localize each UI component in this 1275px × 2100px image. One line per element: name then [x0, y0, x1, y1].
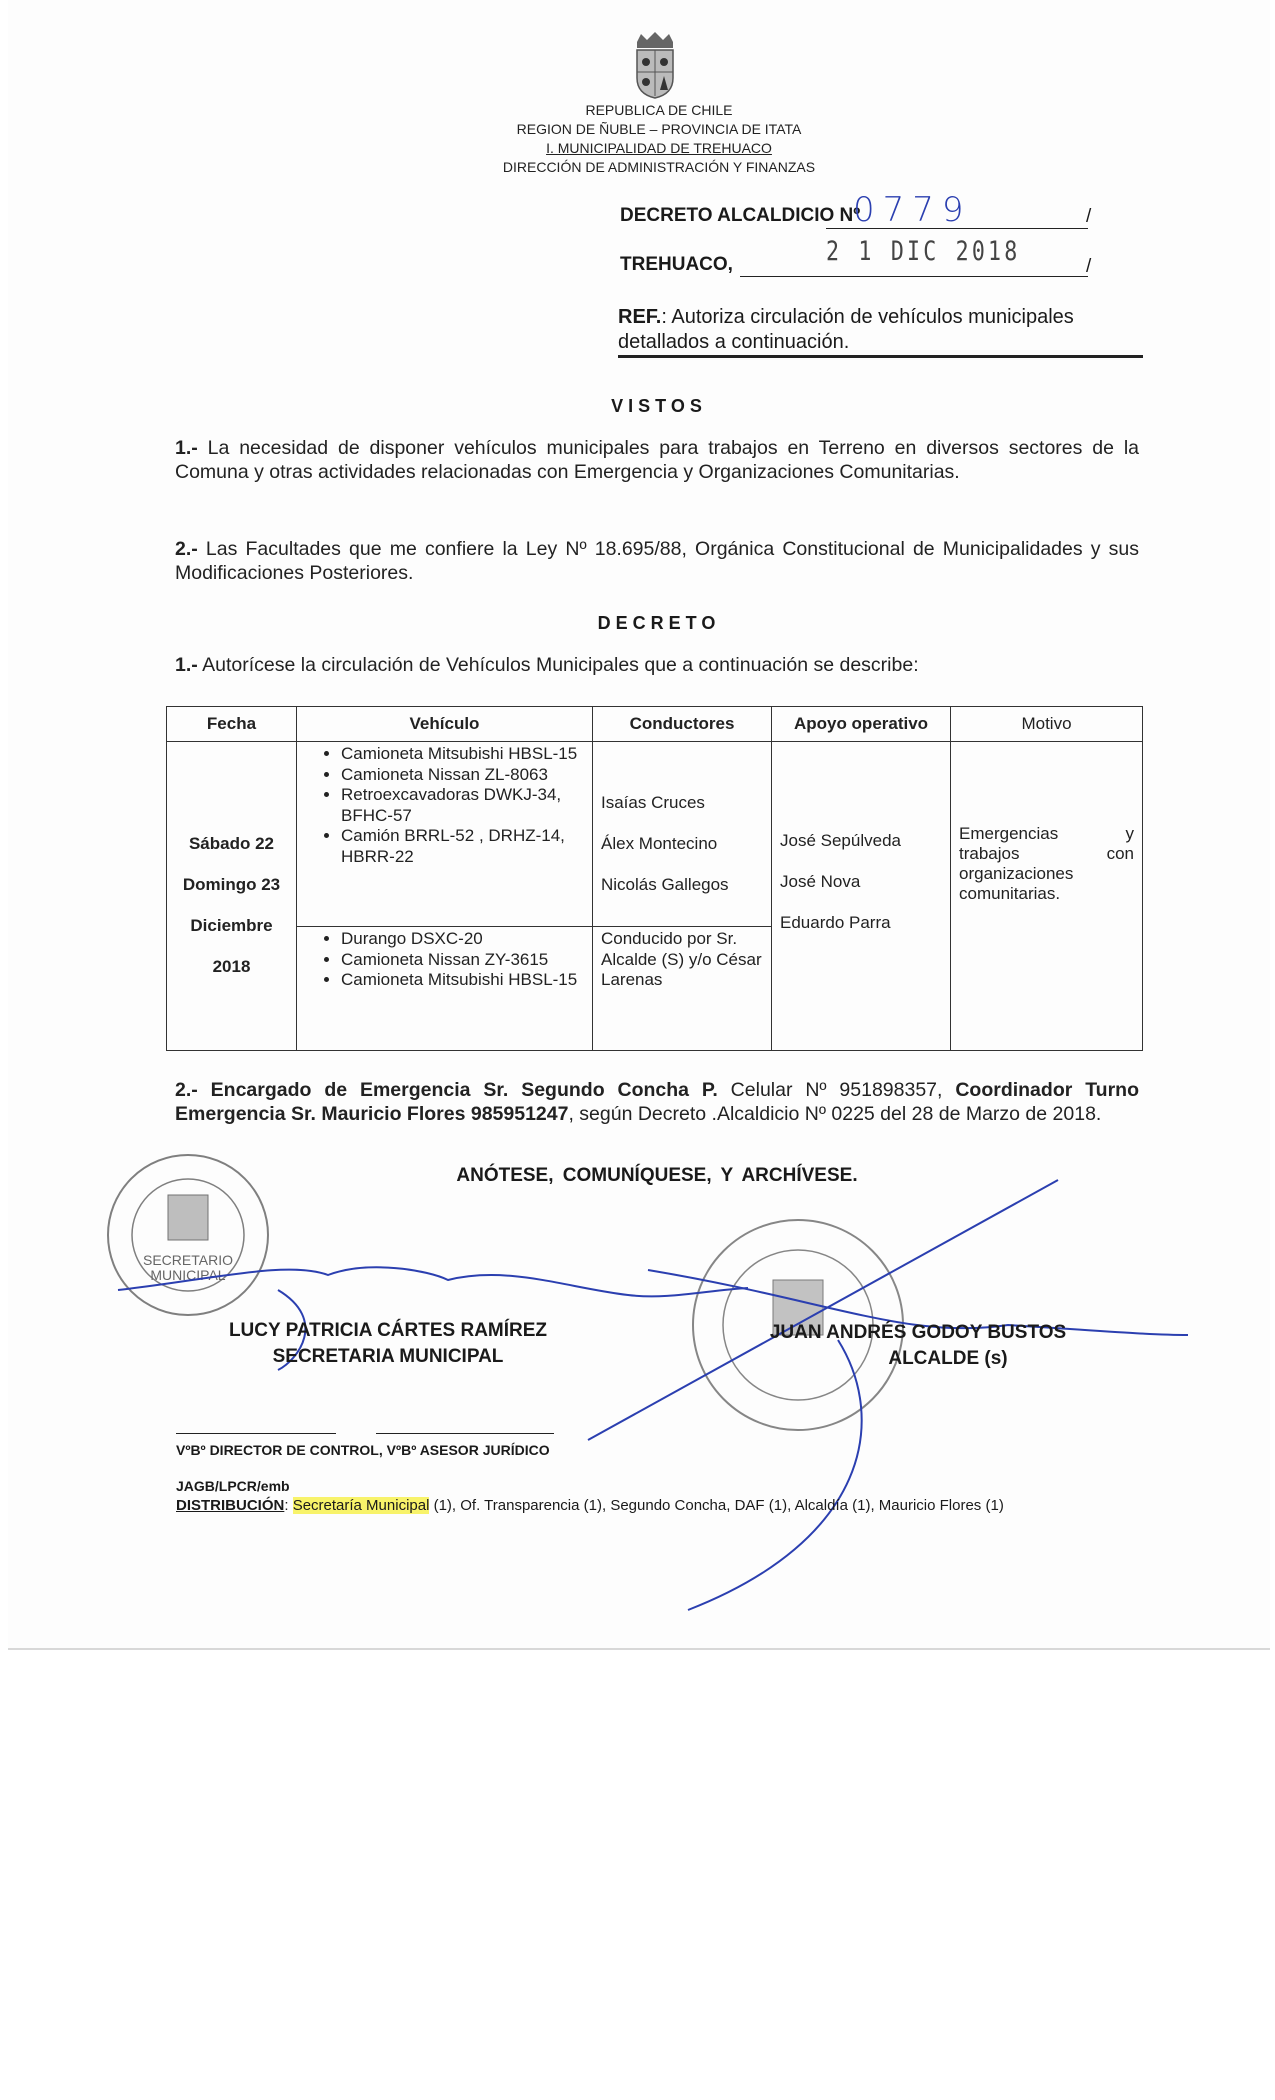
- decree-number-label: DECRETO ALCALDICIO Nº: [620, 205, 861, 226]
- decreto-title: DECRETO: [597, 613, 721, 633]
- col-header: Conductores: [593, 707, 772, 742]
- distribution: DISTRIBUCIÓN: Secretaría Municipal (1), Of. Transparencia (1), Segundo Concha, DAF (1), Alcaldía (1), Mauricio Flores (1): [176, 1497, 1004, 1514]
- decree-number-handwritten: 0779: [853, 190, 972, 230]
- decreto-item-1: 1.- Autorícese la circulación de Vehículos Municipales que a continuación se describe:: [175, 654, 919, 676]
- apoyo-cell: José Sepúlveda José Nova Eduardo Parra: [772, 742, 951, 1051]
- municipal-crest-logo: [631, 32, 679, 100]
- closing-formula: ANÓTESE, COMUNÍQUESE, Y ARCHÍVESE.: [456, 1165, 858, 1186]
- drivers-group-2: Conducido por Sr. Alcalde (S) y/o César Larenas: [593, 927, 772, 1051]
- drivers-group-1: Isaías Cruces Álex Montecino Nicolás Gallegos: [593, 742, 772, 927]
- secretary-stamp-icon: [108, 1155, 268, 1315]
- secretary-name: LUCY PATRICIA CÁRTES RAMÍREZ: [228, 1320, 548, 1341]
- col-header: Vehículo: [297, 707, 593, 742]
- date-stamp: 2 1 DIC 2018: [826, 236, 1021, 267]
- vehicles-table: [166, 706, 1143, 1051]
- motivo-cell: Emergencias y trabajos con organizaciones comunitarias.: [951, 742, 1143, 1051]
- svg-text:SECRETARIO: SECRETARIO: [143, 1252, 233, 1268]
- mayor-signature-block: [728, 1320, 1108, 1372]
- place-label: TREHUACO,: [620, 254, 733, 275]
- header-line: DIRECCIÓN DE ADMINISTRACIÓN Y FINANZAS: [502, 159, 816, 175]
- mayor-title: ALCALDE (s): [888, 1348, 1008, 1369]
- decreto-item-2: 2.- Encargado de Emergencia Sr. Segundo Concha P. Celular Nº 951898357, Coordinador Turno Emergencia Sr. Mauricio Flores 985951247, según Decreto .Alcaldicio Nº 0225 del 28 de Marzo de 2018.: [175, 1079, 1139, 1125]
- vistos-title: VISTOS: [611, 396, 707, 416]
- vehicles-group-2: • Durango DSXC-20 • Camioneta Nissan ZY-3615 • Camioneta Mitsubishi HBSL-15: [297, 927, 593, 1051]
- document-page: REPUBLICA DE CHILE REGION DE ÑUBLE – PROVINCIA DE ITATA I. MUNICIPALIDAD DE TREHUACO DIRECCIÓN DE ADMINISTRACIÓN Y FINANZAS DECRETO ALCALDICIO Nº / 0779 TREHUACO, / 2 1 DIC 2018 REF.: Autoriza circulación de vehículos municipales detallados a continuación. VISTOS 1.- La necesidad de disponer vehículos municipales para trabajos en Terreno en diversos sectores de la Comuna y otras actividades relacionadas con Emergencia y Organizaciones Comunitarias. 2.- Las Facultades que me confiere la Ley Nº 18.695/88, Orgánica Constitucional de Municipalidades y sus Modificaciones Posteriores. DECRETO 1.- Autorícese la circulación de Vehículos Municipales que a continuación se describe: Fecha Vehículo Conductores Apoyo operativo Motivo Sábado 22 Domingo 23 Diciembre 2018 • Camioneta Mitsubishi HBSL-15 • Camioneta Nissan ZL-8063 • Retroexcavadoras DWKJ-34, BFHC-57 • Camión BRRL-52 , DRHZ-14, HBRR-22 Isaías Cruces Álex Montecino Nicolás Gallegos José Sepúlveda José Nova Eduardo Parra Emergencias y trabajos con organizaciones comunitarias. • Durango DSXC-20 • Camioneta Nissan ZY-3615 • Camioneta Mitsubishi HBSL-15 Conducido por Sr. Alcalde (S) y/o César Larenas 2.- Encargado de Emergencia Sr. Segundo Concha P. Celular Nº 951898357, Coordinador Turno Emergencia Sr. Mauricio Flores 985951247, según Decreto .Alcaldicio Nº 0225 del 28 de Marzo de 2018. ANÓTESE, COMUNÍQUESE, Y ARCHÍVESE. SECRETARIO MUNICIPAL LUCY PATRICIA CÁRTES RAMÍREZ SECRETARIA MUNICIPAL JUAN ANDRÉS GODOY BUSTOS ALCALDE (s) VºBº DIRECTOR DE CONTROL, VºBº ASESOR JURÍDICO JAGB/LPCR/emb DISTRIBUCIÓN: Secretaría Municipal (1), Of. Transparencia (1), Segundo Concha, DAF (1), Alcaldía (1), Mauricio Flores (1): [8, 0, 1270, 1650]
- mayor-name: JUAN ANDRÉS GODOY BUSTOS: [769, 1322, 1067, 1343]
- vobo-line: VºBº DIRECTOR DE CONTROL, VºBº ASESOR JURÍDICO: [176, 1442, 550, 1458]
- vistos-item-1: 1.- La necesidad de disponer vehículos municipales para trabajos en Terreno en diversos sectores de la Comuna y otras actividades relacionadas con Emergencia y Organizaciones Comunitarias.: [175, 437, 1139, 483]
- reference: REF.: Autoriza circulación de vehículos municipales detallados a continuación.: [618, 306, 1074, 353]
- header-line: REPUBLICA DE CHILE: [585, 102, 733, 118]
- initials: JAGB/LPCR/emb: [176, 1478, 290, 1494]
- vistos-item-2: 2.- Las Facultades que me confiere la Ley Nº 18.695/88, Orgánica Constitucional de Municipalidades y sus Modificaciones Posteriores.: [175, 538, 1140, 584]
- fecha-cell: Sábado 22 Domingo 23 Diciembre 2018: [167, 742, 297, 1051]
- stamps-and-signatures: [8, 1140, 1270, 1640]
- svg-text:MUNICIPAL: MUNICIPAL: [150, 1267, 226, 1283]
- header-line: I. MUNICIPALIDAD DE TREHUACO: [546, 140, 772, 156]
- col-header: Motivo: [951, 707, 1143, 742]
- secretary-title: SECRETARIA MUNICIPAL: [272, 1346, 504, 1367]
- secretary-signature-block: [178, 1318, 598, 1370]
- header-line: REGION DE ÑUBLE – PROVINCIA DE ITATA: [516, 121, 802, 137]
- col-header: Fecha: [167, 707, 297, 742]
- col-header: Apoyo operativo: [772, 707, 951, 742]
- vehicles-group-1: • Camioneta Mitsubishi HBSL-15 • Camioneta Nissan ZL-8063 • Retroexcavadoras DWKJ-34, BFHC-57 • Camión BRRL-52 , DRHZ-14, HBRR-22: [297, 742, 593, 927]
